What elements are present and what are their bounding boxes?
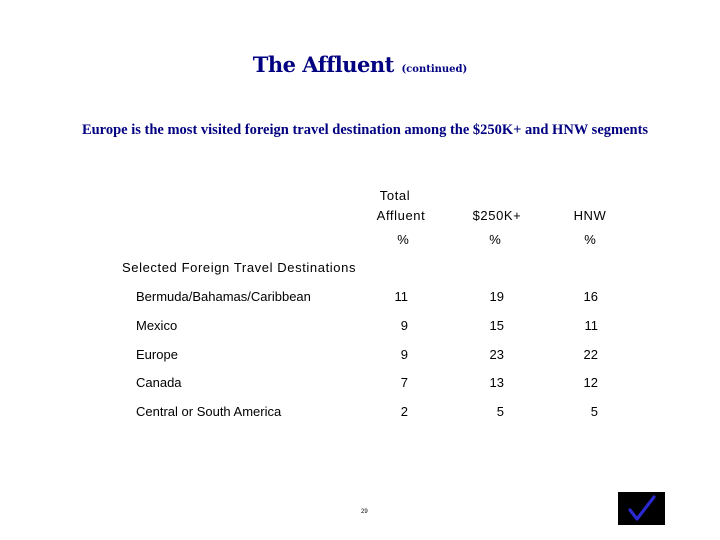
row-label: Bermuda/Bahamas/Caribbean	[136, 289, 311, 304]
row-label: Central or South America	[136, 404, 282, 419]
cell-value: 9	[400, 318, 408, 333]
col-unit-250k: %	[489, 232, 501, 247]
cell-value: 5	[590, 404, 598, 419]
cell-value: 11	[394, 289, 408, 304]
cell-value: 7	[400, 375, 408, 390]
col-header-total-line1: Total	[379, 188, 411, 203]
row-label: Canada	[136, 375, 182, 390]
cell-value: 15	[489, 318, 504, 333]
cell-value: 5	[496, 404, 504, 419]
cell-value: 11	[584, 318, 598, 333]
slide-title	[0, 52, 720, 77]
row-label: Europe	[136, 347, 178, 362]
cell-value: 13	[489, 375, 504, 390]
cell-value: 2	[400, 404, 408, 419]
slide-subtitle: Europe is the most visited foreign travel destination among the $250K+ and HNW segments	[81, 122, 649, 138]
cell-value: 12	[583, 375, 598, 390]
cell-value: 9	[400, 347, 408, 362]
row-label: Mexico	[136, 318, 178, 333]
col-header-250k: $250K+	[472, 208, 522, 223]
col-unit-hnw: %	[584, 232, 596, 247]
cell-value: 23	[489, 347, 504, 362]
cell-value: 16	[583, 289, 598, 304]
title-main: The Affluent	[252, 52, 394, 77]
cell-value: 19	[489, 289, 504, 304]
section-label: Selected Foreign Travel Destinations	[122, 260, 357, 275]
col-header-total-line2: Affluent	[376, 208, 426, 223]
checkmark-icon	[627, 495, 657, 523]
cell-value: 22	[583, 347, 598, 362]
col-unit-total: %	[397, 232, 409, 247]
page-number: 29	[361, 509, 368, 515]
checkmark-button[interactable]	[618, 492, 665, 525]
title-note: (continued)	[401, 64, 468, 75]
col-header-hnw: HNW	[573, 208, 607, 223]
